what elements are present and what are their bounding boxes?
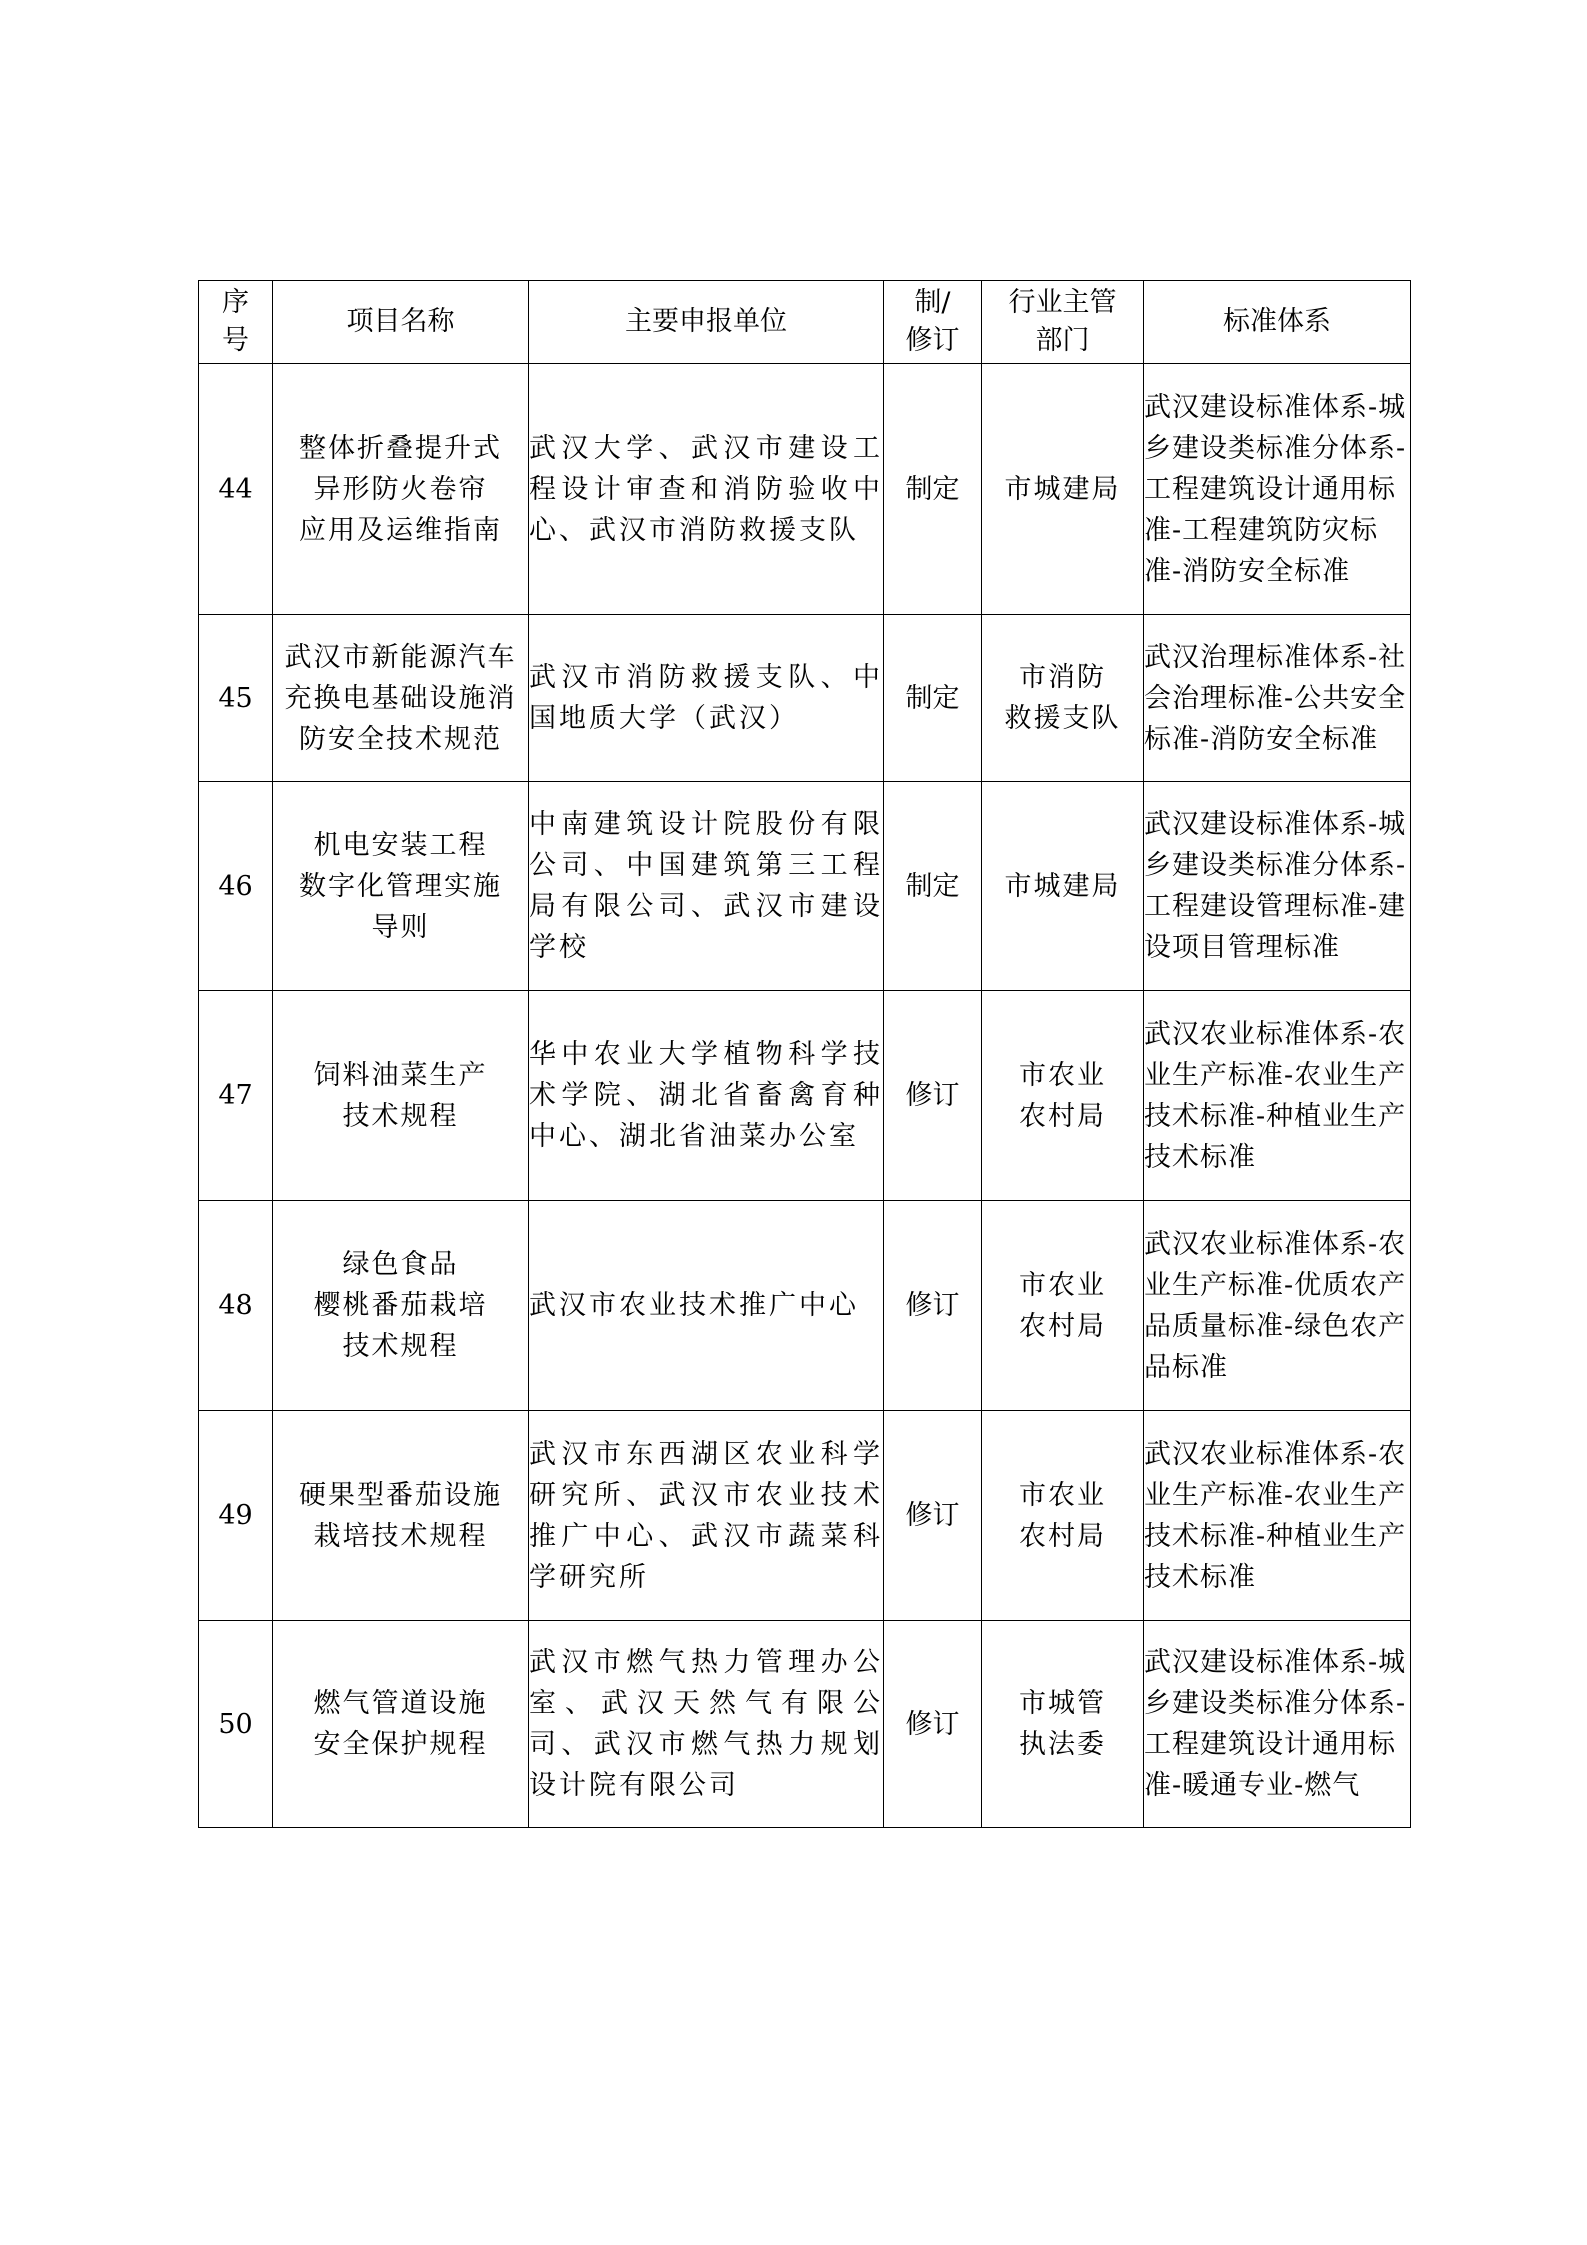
row-seq: 49 (199, 1411, 273, 1621)
table-row (199, 1411, 1411, 1621)
header-unit: 主要申报单位 (529, 281, 884, 364)
row-standard-system: 武汉农业标准体系-农业生产标准-农业生产技术标准-种植业生产技术标准 (1144, 1411, 1411, 1621)
row-seq: 46 (199, 782, 273, 991)
row-type: 制定 (884, 782, 982, 991)
row-applicant-unit: 武汉大学、武汉市建设工程设计审查和消防验收中心、武汉市消防救援支队 (529, 364, 884, 615)
table-row (199, 782, 1411, 991)
row-project-name: 燃气管道设施 安全保护规程 (273, 1621, 529, 1828)
row-standard-system: 武汉建设标准体系-城乡建设类标准分体系-工程建筑设计通用标准-暖通专业-燃气 (1144, 1621, 1411, 1828)
row-project-name: 机电安装工程 数字化管理实施 导则 (273, 782, 529, 991)
row-type: 修订 (884, 1201, 982, 1411)
table-row (199, 991, 1411, 1201)
table-row (199, 1621, 1411, 1828)
table-row (199, 1201, 1411, 1411)
row-type: 制定 (884, 364, 982, 615)
row-applicant-unit: 武汉市燃气热力管理办公室、武汉天然气有限公司、武汉市燃气热力规划设计院有限公司 (529, 1621, 884, 1828)
row-seq: 50 (199, 1621, 273, 1828)
row-type: 制定 (884, 615, 982, 782)
header-dept: 行业主管 部门 (982, 281, 1144, 364)
table-header-row (199, 281, 1411, 364)
row-department: 市农业 农村局 (982, 1201, 1144, 1411)
standards-table (198, 280, 1411, 1828)
row-applicant-unit: 华中农业大学植物科学技术学院、湖北省畜禽育种中心、湖北省油菜办公室 (529, 991, 884, 1201)
header-seq: 序 号 (199, 281, 273, 364)
row-project-name: 绿色食品 樱桃番茄栽培 技术规程 (273, 1201, 529, 1411)
row-type: 修订 (884, 1411, 982, 1621)
row-department: 市消防 救援支队 (982, 615, 1144, 782)
header-type: 制/ 修订 (884, 281, 982, 364)
row-standard-system: 武汉治理标准体系-社会治理标准-公共安全标准-消防安全标准 (1144, 615, 1411, 782)
row-seq: 48 (199, 1201, 273, 1411)
row-standard-system: 武汉农业标准体系-农业生产标准-优质农产品质量标准-绿色农产品标准 (1144, 1201, 1411, 1411)
row-department: 市城管 执法委 (982, 1621, 1144, 1828)
row-department: 市城建局 (982, 782, 1144, 991)
row-type: 修订 (884, 1621, 982, 1828)
row-standard-system: 武汉建设标准体系-城乡建设类标准分体系-工程建筑设计通用标准-工程建筑防灾标准-消防安全标准 (1144, 364, 1411, 615)
row-project-name: 硬果型番茄设施 栽培技术规程 (273, 1411, 529, 1621)
row-project-name: 整体折叠提升式 异形防火卷帘 应用及运维指南 (273, 364, 529, 615)
row-standard-system: 武汉建设标准体系-城乡建设类标准分体系-工程建设管理标准-建设项目管理标准 (1144, 782, 1411, 991)
row-department: 市农业 农村局 (982, 991, 1144, 1201)
row-standard-system: 武汉农业标准体系-农业生产标准-农业生产技术标准-种植业生产技术标准 (1144, 991, 1411, 1201)
row-project-name: 饲料油菜生产 技术规程 (273, 991, 529, 1201)
row-type: 修订 (884, 991, 982, 1201)
row-applicant-unit: 武汉市东西湖区农业科学研究所、武汉市农业技术推广中心、武汉市蔬菜科学研究所 (529, 1411, 884, 1621)
row-seq: 47 (199, 991, 273, 1201)
row-seq: 45 (199, 615, 273, 782)
row-applicant-unit: 中南建筑设计院股份有限公司、中国建筑第三工程局有限公司、武汉市建设学校 (529, 782, 884, 991)
row-seq: 44 (199, 364, 273, 615)
row-department: 市城建局 (982, 364, 1144, 615)
table-row (199, 364, 1411, 615)
row-project-name: 武汉市新能源汽车充换电基础设施消防安全技术规范 (273, 615, 529, 782)
table-row (199, 615, 1411, 782)
header-system: 标准体系 (1144, 281, 1411, 364)
header-name: 项目名称 (273, 281, 529, 364)
row-department: 市农业 农村局 (982, 1411, 1144, 1621)
row-applicant-unit: 武汉市农业技术推广中心 (529, 1201, 884, 1411)
row-applicant-unit: 武汉市消防救援支队、中国地质大学（武汉） (529, 615, 884, 782)
